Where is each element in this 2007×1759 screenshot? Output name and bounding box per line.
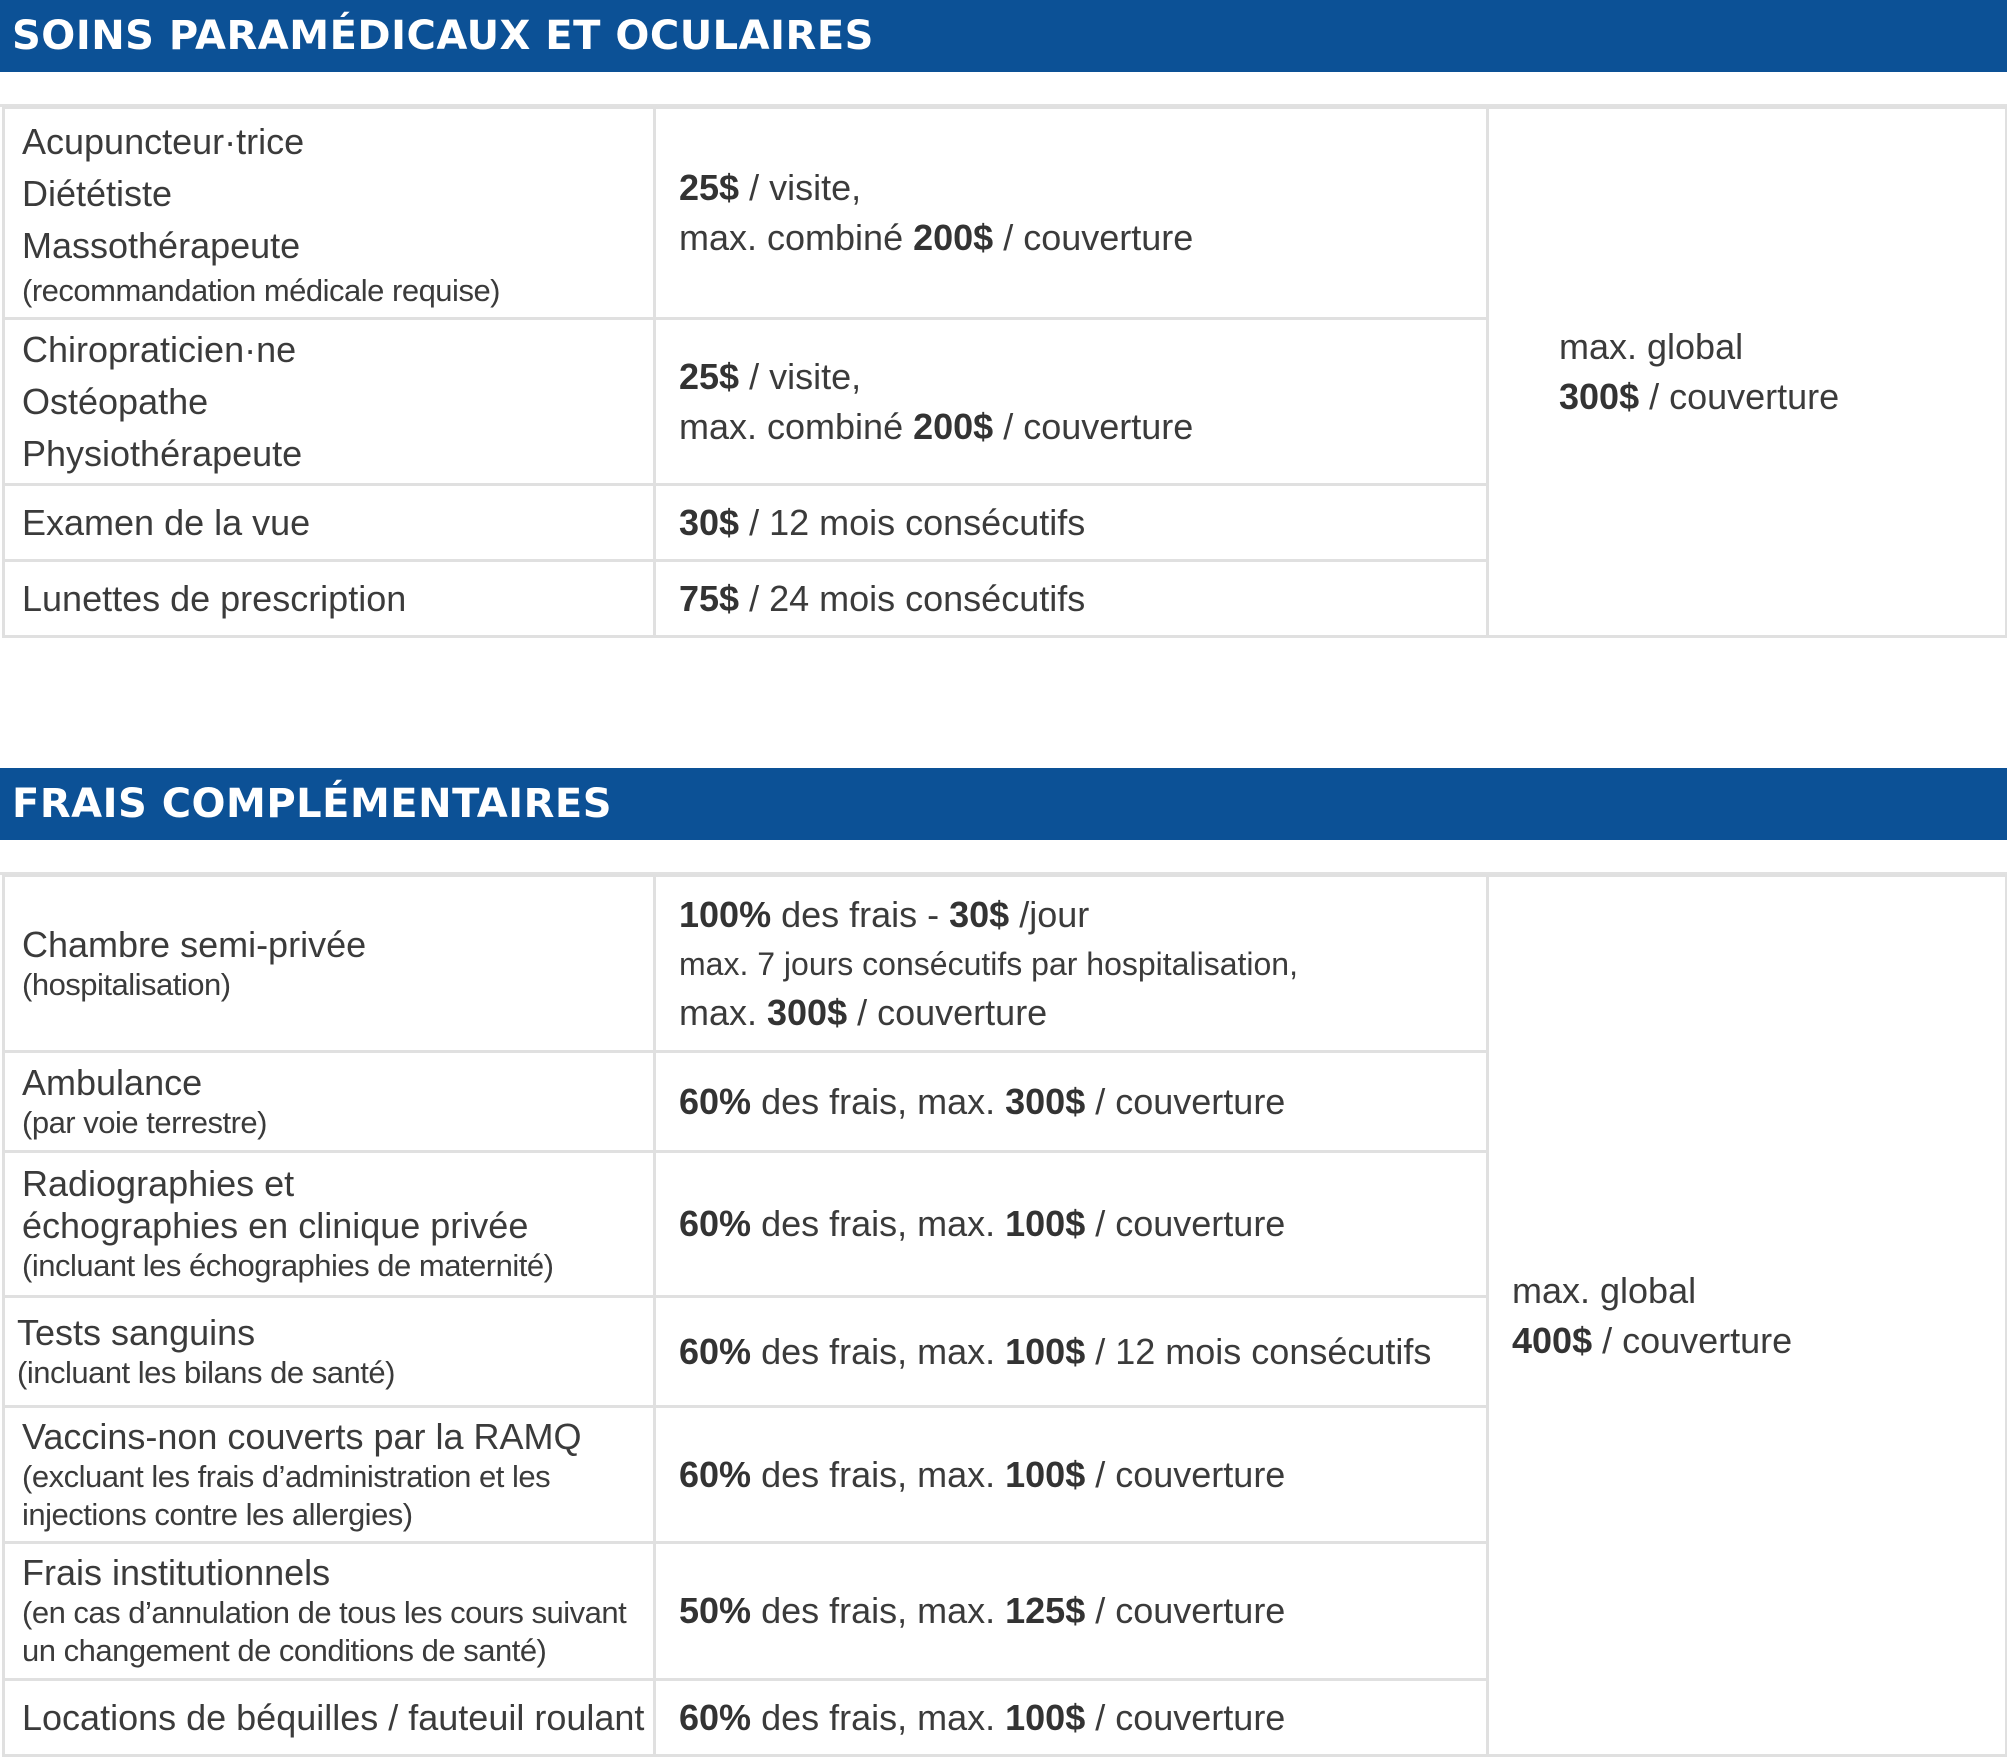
service-name: Massothérapeute [22, 225, 301, 266]
amount: 300$ [767, 991, 848, 1033]
amount: 25$ [679, 355, 740, 397]
service-note: (hospitalisation) [22, 966, 231, 1002]
service-name: Physiothérapeute [22, 432, 303, 474]
percentage: 50% [679, 1590, 752, 1631]
global-amount: 400$ [1512, 1319, 1593, 1361]
coverage-text: / couverture [1085, 1080, 1286, 1122]
percentage: 60% [679, 1203, 752, 1244]
service-cell [4, 561, 655, 637]
service-cell [4, 876, 655, 1052]
coverage-text: / couverture [1085, 1203, 1286, 1244]
coverage-text: des frais, max. [751, 1453, 1006, 1495]
amount: 125$ [1005, 1590, 1086, 1631]
service-note: injections contre les allergies) [22, 1496, 413, 1532]
amount: 100$ [1005, 1330, 1086, 1372]
amount: 25$ [679, 167, 740, 208]
service-name: Ostéopathe [22, 380, 209, 422]
coverage-text: / couverture [993, 405, 1194, 447]
percentage: 100% [679, 893, 772, 935]
coverage-text: / visite, [739, 355, 862, 397]
service-cell [4, 108, 655, 319]
coverage-text: max. [679, 991, 768, 1033]
coverage-text: / couverture [1085, 1453, 1286, 1495]
table-frais-complementaires [2, 874, 2007, 1757]
coverage-text: / 24 mois consécutifs [739, 577, 1086, 619]
section-title: SOINS PARAMÉDICAUX ET OCULAIRES [12, 13, 874, 59]
coverage-text: max. combiné [679, 405, 914, 447]
service-name: Radiographies et [22, 1163, 295, 1204]
global-label: max. global [1512, 1269, 1697, 1311]
coverage-text: des frais, max. [751, 1590, 1006, 1631]
service-note: (en cas d’annulation de tous les cours suivant [22, 1595, 627, 1630]
coverage-cell [655, 1297, 1488, 1407]
coverage-cell [655, 108, 1488, 319]
amount: 30$ [679, 501, 740, 543]
global-max-cell [1488, 876, 2007, 1756]
service-note: (excluant les frais d’administration et les [22, 1458, 551, 1494]
service-note: (incluant les échographies de maternité) [22, 1248, 554, 1283]
coverage-cell [655, 1543, 1488, 1680]
coverage-text: / visite, [739, 167, 862, 208]
service-name: échographies en clinique privée [22, 1205, 529, 1246]
service-name: Frais institutionnels [22, 1552, 331, 1593]
service-cell [4, 1297, 655, 1407]
coverage-text: / couverture [1085, 1590, 1286, 1631]
coverage-cell [655, 1407, 1488, 1543]
section-title: FRAIS COMPLÉMENTAIRES [12, 781, 613, 827]
service-cell [4, 1052, 655, 1152]
coverage-cell [655, 1680, 1488, 1756]
service-cell [4, 319, 655, 485]
amount: 100$ [1005, 1453, 1086, 1495]
percentage: 60% [679, 1080, 752, 1122]
global-max-cell [1488, 108, 2007, 637]
coverage-text: des frais, max. [751, 1330, 1006, 1372]
amount: 200$ [913, 405, 994, 447]
percentage: 60% [679, 1696, 752, 1738]
coverage-cell [655, 485, 1488, 561]
amount: 200$ [913, 217, 994, 258]
percentage: 60% [679, 1453, 752, 1495]
percentage: 60% [679, 1330, 752, 1372]
table-soins-paramedicaux [2, 106, 2007, 638]
table-row [4, 108, 2007, 319]
amount: 75$ [679, 577, 740, 619]
coverage-text: des frais - [771, 893, 950, 935]
coverage-text: /jour [1009, 893, 1090, 935]
amount: 100$ [1005, 1203, 1086, 1244]
amount: 300$ [1005, 1080, 1086, 1122]
service-cell [4, 1407, 655, 1543]
coverage-text: / couverture [847, 991, 1048, 1033]
service-name: Chambre semi-privée [22, 923, 367, 965]
coverage-cell [655, 1052, 1488, 1152]
global-suffix: / couverture [1592, 1319, 1793, 1361]
service-cell [4, 485, 655, 561]
service-name: Diététiste [22, 173, 173, 214]
table-row [4, 876, 2007, 1052]
global-suffix: / couverture [1639, 376, 1840, 417]
service-name: Tests sanguins [17, 1311, 256, 1353]
coverage-text: des frais, max. [751, 1080, 1006, 1122]
coverage-cell [655, 319, 1488, 485]
coverage-text: / couverture [993, 217, 1194, 258]
service-note: (recommandation médicale requise) [22, 273, 501, 308]
service-name: Locations de béquilles / fauteuil roulant [22, 1696, 645, 1738]
service-name: Chiropraticien·ne [22, 328, 297, 370]
coverage-text: / 12 mois consécutifs [1085, 1330, 1432, 1372]
section-header-soins [0, 0, 2007, 72]
coverage-text: des frais, max. [751, 1203, 1006, 1244]
service-note: (incluant les bilans de santé) [17, 1354, 395, 1390]
coverage-text: / couverture [1085, 1696, 1286, 1738]
coverage-text: max. combiné [679, 217, 914, 258]
service-name: Lunettes de prescription [22, 577, 407, 619]
service-name: Ambulance [22, 1061, 203, 1103]
service-name: Acupuncteur·trice [22, 121, 305, 162]
service-note: (par voie terrestre) [22, 1104, 267, 1140]
service-note: un changement de conditions de santé) [22, 1633, 547, 1668]
coverage-cell [655, 561, 1488, 637]
service-cell [4, 1680, 655, 1756]
service-name: Vaccins-non couverts par la RAMQ [22, 1415, 582, 1457]
service-cell [4, 1543, 655, 1680]
coverage-text: max. 7 jours consécutifs par hospitalisation, [679, 945, 1298, 982]
amount: 30$ [949, 893, 1010, 935]
global-amount: 300$ [1559, 376, 1640, 417]
global-label: max. global [1559, 326, 1744, 367]
section-header-frais [0, 768, 2007, 840]
coverage-cell [655, 876, 1488, 1052]
amount: 100$ [1005, 1696, 1086, 1738]
service-name: Examen de la vue [22, 501, 311, 543]
coverage-text: des frais, max. [751, 1696, 1006, 1738]
coverage-cell [655, 1152, 1488, 1297]
service-cell [4, 1152, 655, 1297]
coverage-text: / 12 mois consécutifs [739, 501, 1086, 543]
